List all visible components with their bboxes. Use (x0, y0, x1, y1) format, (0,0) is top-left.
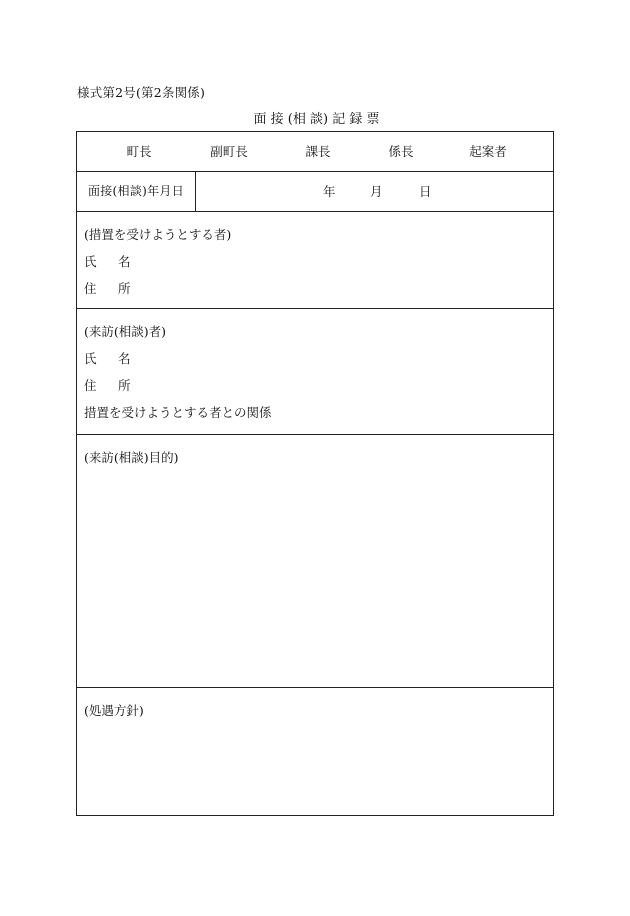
policy-section (77, 688, 553, 815)
purpose-section (77, 435, 553, 688)
name-char-1: 氏 (84, 351, 97, 366)
address-char-2: 所 (118, 378, 131, 393)
visitor-heading: (来訪(相談)者) (84, 324, 167, 339)
document-title (0, 108, 630, 127)
approval-cell-deputy-mayor: 副町長 (210, 144, 248, 159)
record-form-table (76, 131, 554, 816)
approval-cell-section-chief: 課長 (305, 144, 331, 159)
purpose-heading: (来訪(相談)目的) (84, 450, 179, 465)
approval-cell-drafter: 起案者 (469, 144, 507, 159)
subject-heading: (措置を受けようとする者) (84, 227, 232, 242)
form-reference: 様式第2号(第2条関係) (77, 85, 206, 100)
policy-heading: (処遇方針) (84, 703, 144, 718)
subject-address-field (84, 279, 131, 297)
approval-cell-mayor: 町長 (126, 144, 152, 159)
approval-cell-subsection-chief: 係長 (388, 144, 414, 159)
interview-date-row (77, 172, 553, 212)
date-day-label: 日 (419, 184, 432, 199)
approval-row (77, 132, 553, 172)
interview-date-label: 面接(相談)年月日 (77, 172, 196, 211)
address-char-1: 住 (84, 378, 97, 393)
subject-person-section (77, 212, 553, 309)
visitor-name-field (84, 349, 131, 367)
name-char-1: 氏 (84, 254, 97, 269)
visitor-address-field (84, 376, 131, 394)
address-char-2: 所 (118, 281, 131, 296)
visitor-section (77, 309, 553, 435)
subject-name-field (84, 252, 131, 270)
name-char-2: 名 (118, 254, 131, 269)
title-text: 面 接 (相 談) 記 録 票 (253, 112, 380, 127)
address-char-1: 住 (84, 281, 97, 296)
visitor-relation-field: 措置を受けようとする者との関係 (84, 405, 272, 420)
name-char-2: 名 (118, 351, 131, 366)
date-year-label: 年 (323, 184, 336, 199)
date-month-label: 月 (370, 184, 383, 199)
